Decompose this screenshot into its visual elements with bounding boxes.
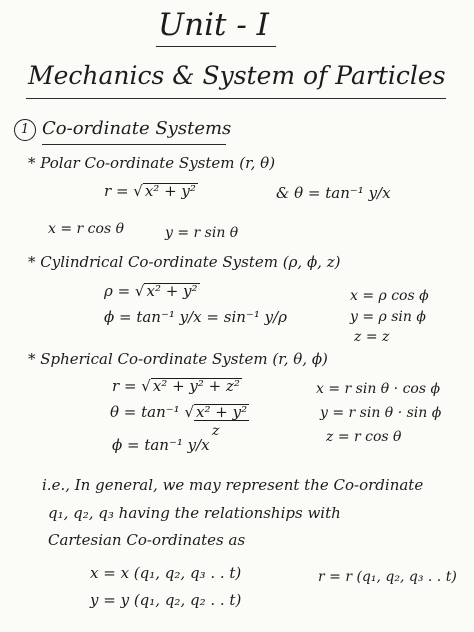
- cylindrical-x-equation: x = ρ cos ϕ: [350, 288, 429, 304]
- cylindrical-z-equation: z = z: [354, 329, 390, 345]
- spherical-r-radicand: x² + y² + z²: [152, 377, 240, 395]
- spherical-r-lhs: r =: [112, 377, 137, 395]
- spherical-z-equation: z = r cos θ: [326, 429, 402, 445]
- polar-theta-equation: & θ = tan⁻¹ y/x: [276, 184, 391, 202]
- spherical-heading: * Spherical Co-ordinate System (r, θ, ϕ): [28, 350, 328, 368]
- polar-y-equation: y = r sin θ: [165, 225, 239, 241]
- spherical-theta-equation: θ = tan⁻¹ √ x² + y²: [110, 403, 248, 421]
- spherical-r-equation: r = √ x² + y² + z²: [112, 377, 240, 395]
- general-line-2: q₁, q₂, q₃ having the relationships with: [48, 504, 341, 522]
- polar-r-radicand: x² + y²: [144, 182, 196, 200]
- spherical-y-equation: y = r sin θ · sin ϕ: [320, 405, 442, 421]
- cylindrical-rho-equation: ρ = √ x² + y²: [104, 282, 198, 300]
- spherical-theta-denominator: z: [212, 423, 220, 439]
- spherical-theta-radicand: x² + y²: [196, 403, 248, 421]
- unit-title: Unit - I: [158, 7, 269, 43]
- general-y-equation: y = y (q₁, q₂, q₂ . . t): [90, 591, 242, 609]
- spherical-phi-equation: ϕ = tan⁻¹ y/x: [112, 436, 210, 454]
- cylindrical-heading: * Cylindrical Co-ordinate System (ρ, ϕ, z): [28, 253, 341, 271]
- general-x-equation: x = x (q₁, q₂, q₃ . . t): [90, 564, 242, 582]
- general-line-3: Cartesian Co-ordinates as: [48, 531, 246, 549]
- spherical-theta-lhs: θ = tan⁻¹: [110, 403, 180, 421]
- section-heading: Co-ordinate Systems: [42, 118, 232, 139]
- section-number: 1: [20, 122, 30, 137]
- polar-x-equation: x = r cos θ: [48, 221, 125, 237]
- cylindrical-rho-radicand: x² + y²: [146, 282, 198, 300]
- polar-r-lhs: r =: [104, 182, 129, 200]
- cylindrical-y-equation: y = ρ sin ϕ: [350, 309, 426, 325]
- section-number-circle: [14, 119, 36, 141]
- polar-r-equation: r = √ x² + y²: [104, 182, 196, 200]
- polar-heading: * Polar Co-ordinate System (r, θ): [28, 154, 276, 172]
- unit-title-underline: [156, 46, 276, 47]
- main-title: Mechanics & System of Particles: [28, 61, 446, 90]
- cylindrical-rho-lhs: ρ =: [104, 282, 131, 300]
- main-title-underline: [26, 98, 446, 99]
- section-heading-underline: [42, 144, 226, 145]
- cylindrical-phi-equation: ϕ = tan⁻¹ y/x = sin⁻¹ y/ρ: [104, 308, 287, 326]
- general-line-1: i.e., In general, we may represent the Co-ordinate: [42, 476, 424, 494]
- spherical-x-equation: x = r sin θ · cos ϕ: [316, 381, 441, 397]
- general-r-equation: r = r (q₁, q₂, q₃ . . t): [318, 569, 457, 585]
